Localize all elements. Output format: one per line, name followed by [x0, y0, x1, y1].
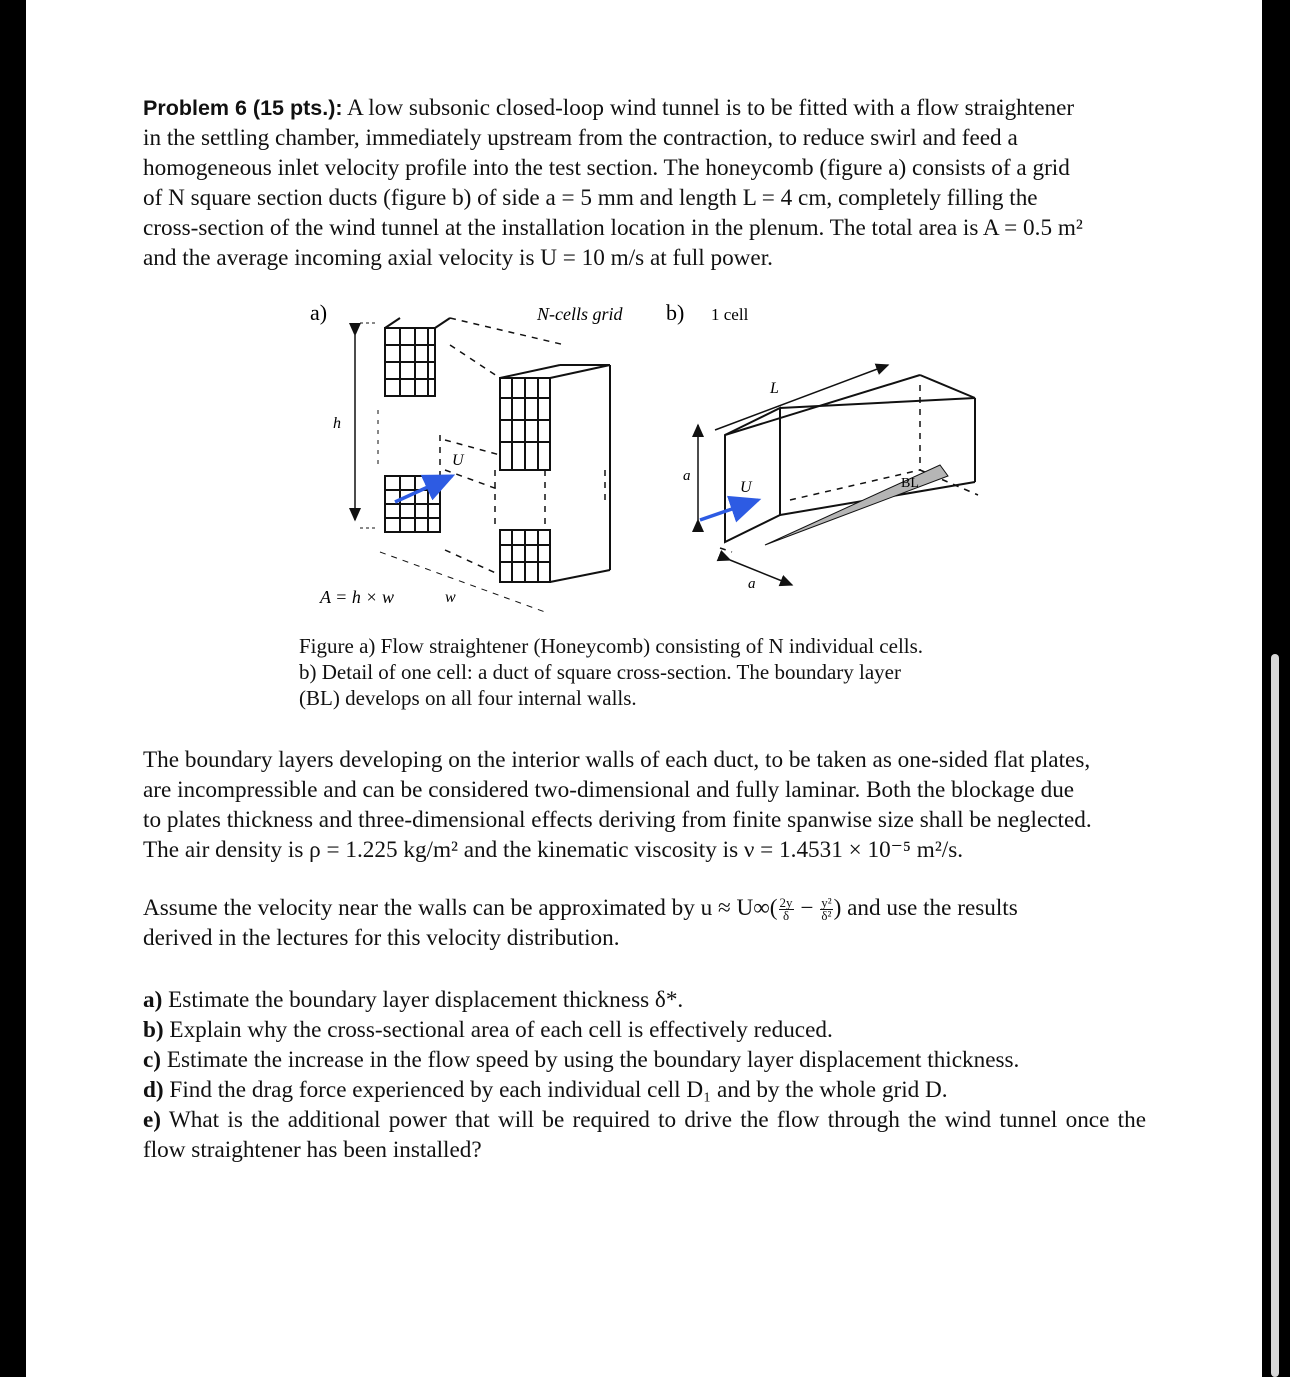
problem-heading: Problem 6 (15 pts.): — [143, 96, 343, 120]
question-a: a) Estimate the boundary layer displacement thickness δ*. — [143, 987, 684, 1013]
question-e: e) What is the additional power that will be required to drive the flow through the wind tunnel once the flow straightener has been installed? — [143, 1107, 1146, 1163]
intro-line-3: homogeneous inlet velocity profile into the test section. The honeycomb (figure a) consists of a grid — [143, 155, 1070, 181]
fraction-y2-over-delta2: $\frac{\text{y²}}{\text{δ²}}$ — [821, 895, 832, 924]
questions-list — [143, 985, 1146, 1165]
problem-statement — [143, 93, 1146, 273]
U-label-b: U — [740, 479, 752, 496]
para2-pre: Assume the velocity near the walls can be approximated by u ≈ U∞( — [143, 895, 778, 921]
boundary-layer-wedge — [765, 465, 948, 545]
L-label: L — [770, 380, 779, 397]
honeycomb-block-left-top — [385, 318, 450, 396]
single-cell-duct — [725, 375, 975, 542]
grid-label: N-cells grid — [537, 304, 623, 324]
question-c: c) Estimate the increase in the flow speed by using the boundary layer displacement thickness. — [143, 1047, 1020, 1073]
honeycomb-block-right — [500, 365, 610, 582]
U-label-a: U — [452, 452, 464, 469]
scrollbar-thumb[interactable] — [1271, 654, 1279, 1377]
honeycomb-figure — [300, 290, 1000, 620]
h-label: h — [333, 415, 341, 432]
question-d: d) Find the drag force experienced by each individual cell D₁ and by the whole grid D. — [143, 1077, 948, 1103]
intro-line-5: cross-section of the wind tunnel at the installation location in the plenum. The total area is A = 0.5 m² — [143, 215, 1083, 241]
para1-line-1: The boundary layers developing on the interior walls of each duct, to be taken as one-sided flat plates, — [143, 747, 1091, 773]
w-label: w — [445, 589, 456, 606]
panel-a-label: a) — [310, 300, 328, 325]
para2-line-2: derived in the lectures for this velocity distribution. — [143, 925, 620, 951]
caption-line-2: b) Detail of one cell: a duct of square cross-section. The boundary layer — [299, 660, 901, 684]
panel-b-label: b) — [666, 300, 685, 325]
BL-label: BL — [901, 476, 919, 491]
caption-line-3: (BL) develops on all four internal walls. — [299, 686, 637, 710]
para1-line-2: are incompressible and can be considered two-dimensional and fully laminar. Both the blockage due — [143, 777, 1075, 803]
question-b: b) Explain why the cross-sectional area of each cell is effectively reduced. — [143, 1017, 833, 1043]
caption-line-1: Figure a) Flow straightener (Honeycomb) consisting of N individual cells. — [299, 634, 924, 658]
a-bottom-arrow — [730, 560, 792, 585]
cell-label: 1 cell — [711, 305, 749, 324]
intro-line-6: and the average incoming axial velocity is U = 10 m/s at full power. — [143, 245, 773, 271]
intro-line-2: in the settling chamber, immediately upstream from the contraction, to reduce swirl and feed a — [143, 125, 1018, 151]
para1-line-4: The air density is ρ = 1.225 kg/m² and the kinematic viscosity is ν = 1.4531 × 10⁻⁵ m²/s. — [143, 837, 964, 863]
a-bottom-label: a — [748, 576, 756, 592]
para2-post: ) and use the results — [833, 895, 1018, 921]
intro-line-4: of N square section ducts (figure b) of side a = 5 mm and length L = 4 cm, completely filling the — [143, 185, 1038, 211]
minus-sign: − — [800, 895, 814, 921]
L-dimension-arrow — [715, 365, 888, 430]
velocity-profile-paragraph — [143, 893, 1146, 953]
figure-caption — [299, 633, 996, 711]
intro-line-1: A low subsonic closed-loop wind tunnel is to be fitted with a flow straightener — [347, 95, 1075, 121]
para1-line-3: to plates thickness and three-dimensional effects deriving from finite spanwise size shall be neglected. — [143, 807, 1092, 833]
area-label: A = h × w — [320, 587, 394, 607]
flow-arrow-b — [700, 500, 758, 520]
a-side-label: a — [683, 468, 691, 484]
honeycomb-dashed-edges — [440, 318, 605, 575]
fraction-2y-over-delta: $\frac{2y}{\delta}$ — [779, 895, 793, 924]
assumptions-paragraph — [143, 745, 1146, 865]
